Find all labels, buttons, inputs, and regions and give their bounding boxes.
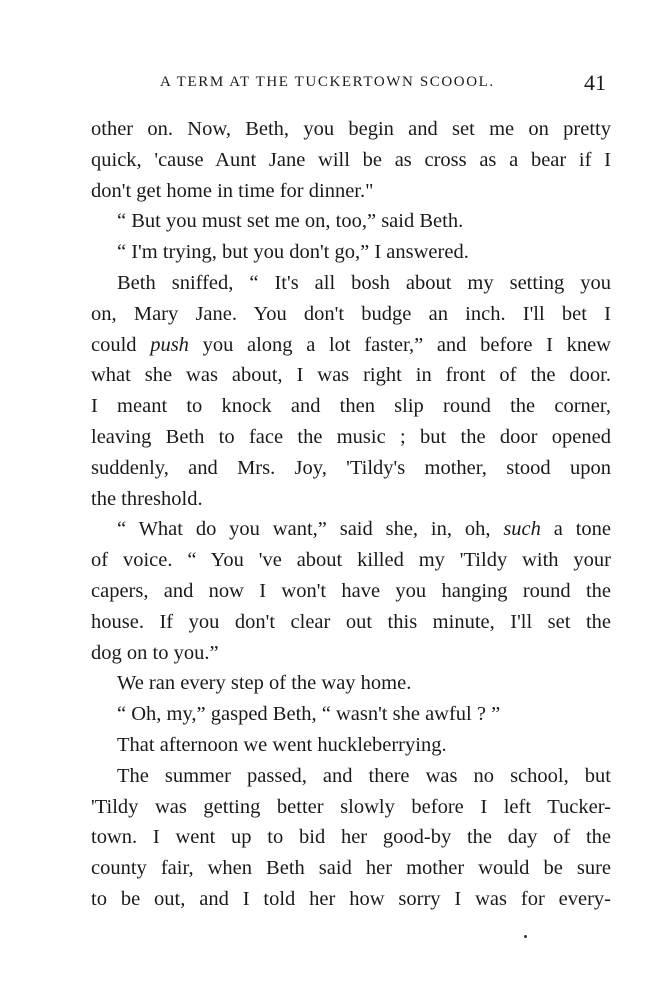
text-line: leaving Beth to face the music ; but the door opened	[91, 425, 611, 448]
text-line: quick, 'cause Aunt Jane will be as cross as a bear if I	[91, 148, 611, 171]
text-line: to be out, and I told her how sorry I was for every-	[91, 887, 611, 910]
italic-word: push	[150, 333, 189, 356]
text-fragment: could	[91, 333, 137, 356]
text-line: the threshold.	[91, 487, 203, 510]
text-line: 'Tildy was getting better slowly before I left Tucker-	[91, 795, 611, 818]
text-line: town. I went up to bid her good-by the day of the	[91, 826, 611, 849]
text-line: “ I'm trying, but you don't go,” I answered.	[117, 241, 469, 264]
text-line: of voice. “ You 've about killed my 'Tildy with your	[91, 549, 611, 572]
page-number: 41	[584, 70, 606, 95]
text-line: don't get home in time for dinner."	[91, 179, 374, 202]
text-line: house. If you don't clear out this minute, I'll set the	[91, 610, 611, 633]
text-line: county fair, when Beth said her mother would be sure	[91, 857, 611, 880]
ink-speck	[524, 935, 527, 938]
text-line: “ Oh, my,” gasped Beth, “ wasn't she awful ? ”	[117, 703, 501, 726]
text-line: what she was about, I was right in front of the door.	[91, 364, 611, 387]
text-fragment: you along a lot faster,” and before I knew	[188, 333, 611, 356]
text-line: capers, and now I won't have you hanging round the	[91, 579, 611, 602]
text-line: I meant to knock and then slip round the corner,	[91, 395, 611, 418]
text-line: That afternoon we went huckleberrying.	[117, 733, 447, 756]
text-line: suddenly, and Mrs. Joy, 'Tildy's mother, stood upon	[91, 456, 611, 479]
running-title: A TERM AT THE TUCKERTOWN SCOOOL.	[160, 74, 495, 90]
text-line: dog on to you.”	[91, 641, 219, 664]
text-fragment: “ What do you want,” said she, in, oh,	[117, 518, 491, 541]
text-line: “ But you must set me on, too,” said Beth.	[117, 210, 464, 233]
text-line	[91, 514, 611, 545]
text-line: on, Mary Jane. You don't budge an inch. I'll bet I	[91, 302, 611, 325]
body-text	[91, 114, 611, 915]
text-line: other on. Now, Beth, you begin and set me on pretty	[91, 118, 611, 140]
text-line: We ran every step of the way home.	[117, 672, 412, 695]
text-line: The summer passed, and there was no school, but	[117, 764, 611, 787]
text-fragment: a tone	[540, 518, 611, 541]
text-line: Beth sniffed, “ It's all bosh about my setting you	[117, 271, 611, 294]
text-line	[91, 330, 611, 361]
italic-word: such	[503, 518, 541, 541]
